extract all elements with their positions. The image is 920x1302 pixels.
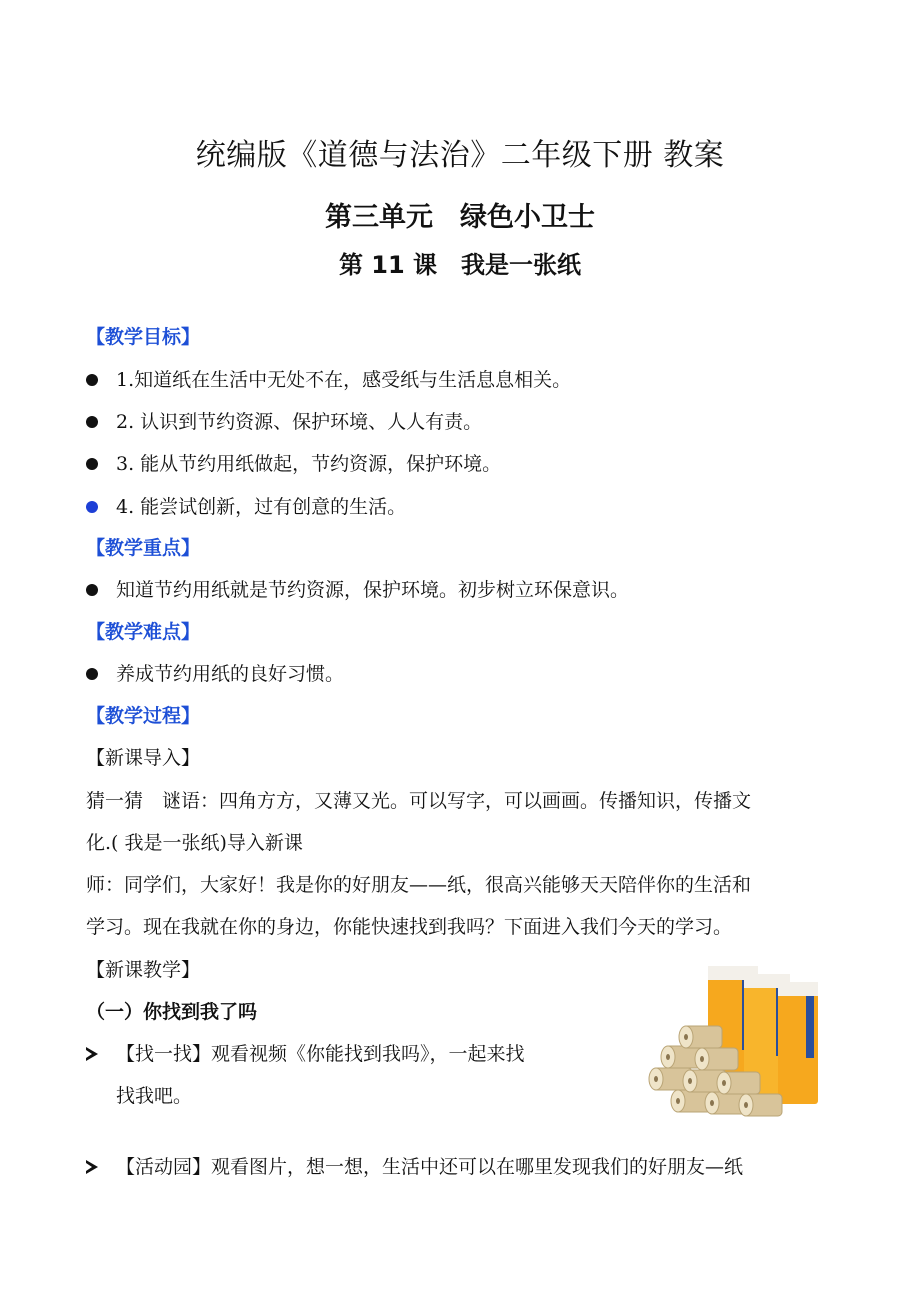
goal-item: 3. 能从节约用纸做起，节约资源，保护环境。 <box>116 453 502 475</box>
unit-title: 第三单元 绿色小卫士 <box>325 202 595 233</box>
intro-line: 猜一猜 谜语：四角方方，又薄又光。可以写字，可以画画。传播知识，传播文 <box>86 790 752 812</box>
bullet-icon <box>86 584 98 596</box>
bullet-icon <box>86 668 98 680</box>
toilet-paper-image <box>622 962 824 1144</box>
teaching-heading: 【新课教学】 <box>86 959 201 981</box>
goal-item: 2. 认识到节约资源、保护环境、人人有责。 <box>116 411 483 433</box>
paper-package-icon <box>778 982 818 1104</box>
activity-item-line: 找我吧。 <box>116 1085 193 1107</box>
activity-item-line: 【活动园】观看图片，想一想，生活中还可以在哪里发现我们的好朋友—纸 <box>116 1156 744 1178</box>
key-point-item: 知道节约用纸就是节约资源，保护环境。初步树立环保意识。 <box>116 579 630 601</box>
intro-line: 化.( 我是一张纸)导入新课 <box>86 832 303 854</box>
document-title: 统编版《道德与法治》二年级下册 教案 <box>195 138 725 173</box>
bullet-icon <box>86 374 98 386</box>
goal-item: 4. 能尝试创新，过有创意的生活。 <box>116 496 407 518</box>
intro-heading: 【新课导入】 <box>86 747 201 769</box>
difficulties-heading: 【教学难点】 <box>86 621 201 643</box>
bullet-icon <box>86 416 98 428</box>
part1-heading: （一）你找到我了吗 <box>86 1001 258 1023</box>
process-heading: 【教学过程】 <box>86 705 201 727</box>
goals-heading: 【教学目标】 <box>86 326 201 348</box>
lesson-title: 第 11 课 我是一张纸 <box>338 251 582 279</box>
intro-line: 师：同学们，大家好！我是你的好朋友——纸，很高兴能够天天陪伴你的生活和 <box>86 874 752 896</box>
arrow-bullet-icon <box>86 1160 98 1174</box>
key-points-heading: 【教学重点】 <box>86 537 201 559</box>
difficulty-item: 养成节约用纸的良好习惯。 <box>116 663 345 685</box>
goal-item: 1.知道纸在生活中无处不在，感受纸与生活息息相关。 <box>116 369 572 391</box>
intro-line: 学习。现在我就在你的身边，你能快速找到我吗？下面进入我们今天的学习。 <box>86 916 733 938</box>
bullet-icon <box>86 501 98 513</box>
bullet-icon <box>86 458 98 470</box>
arrow-bullet-icon <box>86 1047 98 1061</box>
activity-item-line: 【找一找】观看视频《你能找到我吗》，一起来找 <box>116 1043 525 1065</box>
